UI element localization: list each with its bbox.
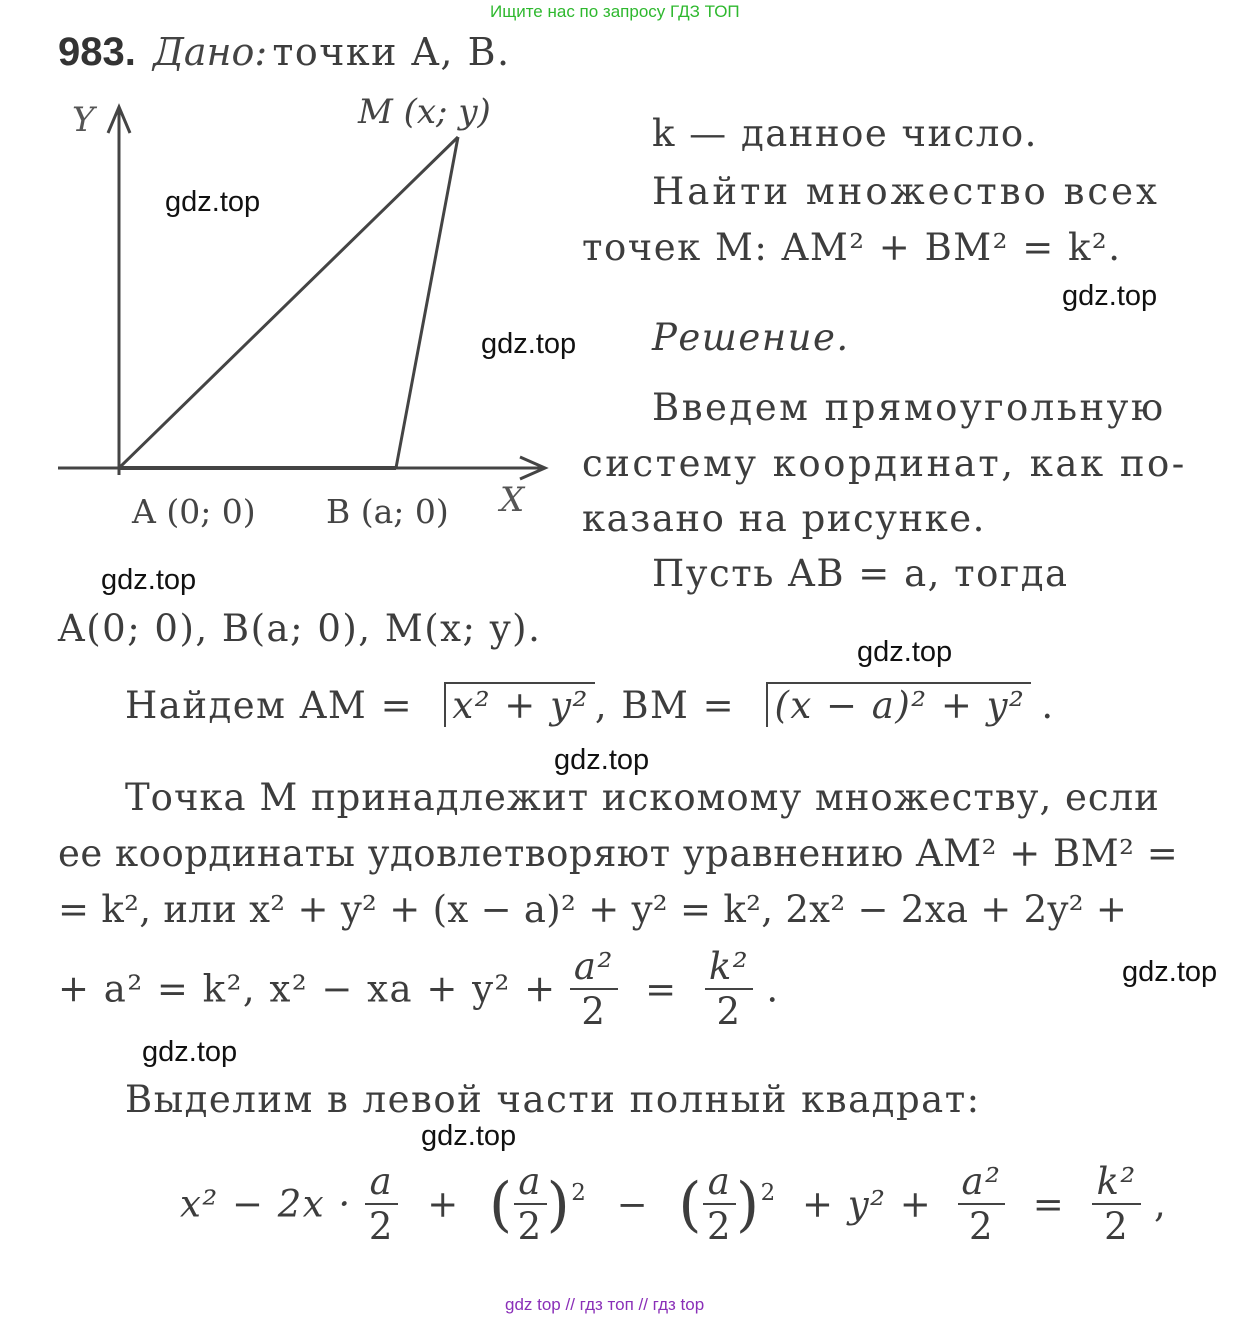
point-b-label: B (a; 0) [326,492,449,531]
watermark: gdz.top [857,636,953,668]
bm-label: , BM = [594,684,749,727]
watermark: gdz.top [481,328,577,360]
coordinate-figure [30,95,570,545]
watermark: gdz.top [421,1120,517,1152]
watermark: gdz.top [142,1036,238,1068]
fraction-k2-over-2: $\frac{\text{k²}}{2}$ [705,945,753,1033]
point-a-label: A (0; 0) [132,492,256,531]
paren-fraction-1: $\frac{a}{2}$ [514,1160,547,1248]
given-label: Дано: [152,30,268,74]
paragraph-line-5: Выделим в левой части полный квадрат: [125,1078,981,1121]
let-line: Пусть AB = a, тогда [652,552,1069,595]
sqrt-bm: (x − a)² + y² [766,682,1031,727]
problem-number: 983. [58,30,136,74]
paren-fraction-2: $\frac{a}{2}$ [703,1160,736,1248]
problem-header [58,30,511,75]
fraction-a-over-2: $\frac{a}{2}$ [365,1160,398,1248]
find-line: Найти множество всех [652,170,1160,213]
intro-line-3: казано на рисунке. [582,497,986,540]
axis-x-label: X [500,480,525,520]
paragraph-line-2: ее координаты удовлетворяют уравнению AM² + BM² = [58,832,1179,875]
coords-line: A(0; 0), B(a; 0), M(x; y). [58,607,542,650]
footer-links[interactable]: gdz top // гдз топ // гдз top [505,1295,705,1314]
solution-title: Решение. [652,316,850,359]
points-condition-line: точек M: AM² + BM² = k². [582,226,1122,269]
fraction-a2-over-2-b: $\frac{\text{a²}}{2}$ [958,1160,1006,1248]
top-banner: Ищите нас по запросу ГДЗ ТОП [490,2,740,21]
paragraph-line-1: Точка M принадлежит искомому множеству, если [125,776,1160,819]
watermark: gdz.top [101,564,197,596]
complete-square-equation: x² − 2x · $\frac{a}{2}$ + ( $\frac{a}{2}$ )$^2$ − ( $\frac{a}{2}$ )$^2$ + y² + $\frac{\text{a²}}{2}$ = $\frac{\text{k²}}{2}$ , [180,1160,1168,1248]
axis-y-label: Y [72,100,95,140]
intro-line-1: Введем прямоугольную [652,386,1166,429]
watermark: gdz.top [165,186,261,218]
fraction-k2-over-2-b: $\frac{\text{k²}}{2}$ [1092,1160,1140,1248]
paragraph-line-4: + a² = k², x² − xa + y² + $\frac{\text{a²}}{2}$ = $\frac{\text{k²}}{2}$ . [58,945,780,1033]
point-m-label: M (x; y) [358,92,491,132]
watermark: gdz.top [554,744,650,776]
given-text: точки A, B. [272,30,511,74]
watermark: gdz.top [1062,280,1158,312]
sqrt-am: x² + y² [444,682,594,727]
watermark: gdz.top [1122,956,1218,988]
find-am-label: Найдем AM = [125,684,427,727]
fraction-a2-over-2: $\frac{\text{a²}}{2}$ [570,945,618,1033]
k-line: k — данное число. [652,112,1038,155]
paragraph-line-3: = k², или x² + y² + (x − a)² + y² = k², 2x² − 2xa + 2y² + [58,888,1128,931]
find-am-bm-line: Найдем AM = x² + y² , BM = (x − a)² + y² . [125,684,1055,727]
intro-line-2: систему координат, как по- [582,442,1187,485]
